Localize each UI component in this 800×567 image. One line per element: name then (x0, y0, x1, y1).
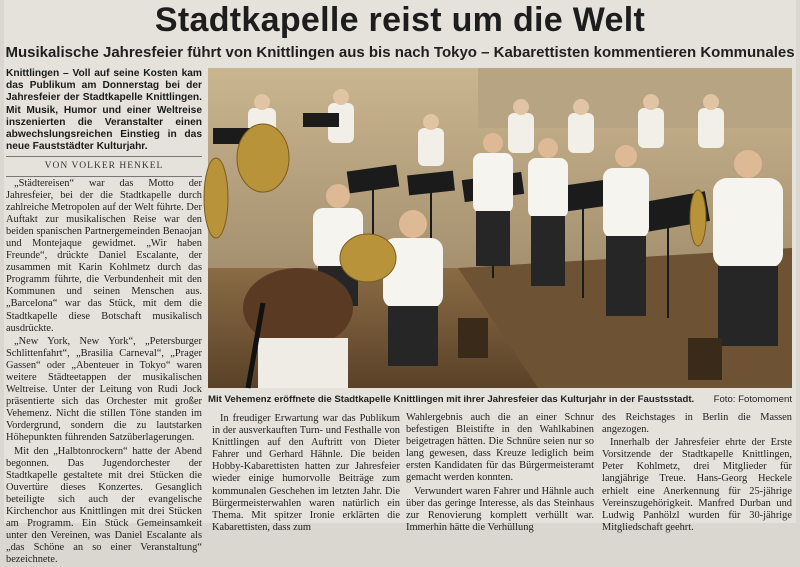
body-paragraph: Verwundert waren Fahrer und Hähnle auch über das geringe Interesse, als das Steinhaus zur Renovierung komplett verhüllt war. Immerhin hätte die Verhüllung (406, 485, 594, 533)
subheadline: Musikalische Jahresfeier führt von Knittlingen aus bis nach Tokyo – Kabarettisten kommentieren Kommunales (5, 44, 795, 61)
byline: VON VOLKER HENKEL (6, 156, 202, 176)
body-paragraph: In freudiger Erwartung war das Publikum in der ausverkauften Turn- und Festhalle von Knittlingen auf den Auftritt von Dieter Fahrer und Gerhard Hähnle. Die beiden Hobby-Kabarettisten hatten zur Jahresfeier wieder einige humorvolle Beiträge zum kommunalen Geschehen im letzten Jahr. Die Bürgermeisterwahlen waren natürlich ein Thema. Mit spitzer Ironie erklärten die Kabarettisten, dass zum (212, 413, 400, 533)
photo-caption (208, 392, 792, 408)
newspaper-page (4, 0, 796, 566)
photo-credit: Foto: Fotomoment (713, 394, 792, 405)
lower-column-1 (212, 412, 400, 534)
body-paragraph: des Reichstages in Berlin die Massen angezogen. (602, 412, 792, 436)
body-paragraph: „New York, New York“, „Petersburger Schlittenfahrt“, „Brasilia Carneval“, „Prager Gassen“ oder „Abenteuer in Tokyo“ waren weitere Städteetappen der musikalischen Weltreise. Unter der Leitung von Rudi Jock präsentierte sich das Orchester mit großer Vehemenz. Nicht die stillen Töne standen im Vordergrund, sondern die zu lautstarken Höhepunkten führenden Satzüberlagerungen. (6, 335, 202, 444)
lower-column-3 (602, 412, 792, 534)
headline: Stadtkapelle reist um die Welt (154, 1, 646, 39)
orchestra-photo (208, 68, 792, 388)
body-paragraph: Mit den „Halbtonrockern“ hatte der Abend begonnen. Das Jugendorchester der Stadtkapelle gestaltete mit drei Stücken die Ouvertüre dieses Konzertes. Gesanglich beteiligte sich auch der evangelische Kirchenchor aus Knittlingen mit drei Stücken am Programm. Ein Stück Gemeinsamkeit unter den Vereinen, was Daniel Escalante als „das Schöne an so einer Veranstaltung“ bezeichnete. (6, 445, 202, 566)
body-paragraph: Wahlergebnis auch die an einer Schnur befestigen Bleistifte in den Wahlkabinen beigetragen hätten. Die Schnüre seien nur so lang gewesen, dass Kreuze lediglich beim ersten Kandidaten für das Bürgermeisteramt gemacht werden konnten. (406, 412, 594, 484)
body-paragraph: Innerhalb der Jahresfeier ehrte der Erste Vorsitzende der Stadtkapelle Knittlingen, Peter Kohlmetz, drei Mitglieder für langjährige Treue. Hans-Georg Heckele erhielt eine Anerkennung für 25-jährige Vereinszugehörigkeit. Manfred Durban und Ludwig Panhölzl wurden für 30-jährige Mitgliedschaft geehrt. (602, 437, 792, 533)
orchestra-photo-illustration (208, 68, 792, 388)
left-column (6, 68, 202, 567)
body-paragraph: „Städtereisen“ war das Motto der Jahresfeier, bei der die Stadtkapelle durch zahlreiche Metropolen auf der Welt führte. Der Auftakt zur musikalischen Reise war den beiden spanischen Partnergemeinden Benaojan und Montejaque gewidmet. „Wir haben Freunde“, drückte Daniel Escalante, der zusammen mit Karin Kohlmetz durch das Programm führte, die Verbundenheit mit den Kommunen und seinen Menschen aus. „Barcelona“ war das Stück, mit dem die Stadtkapelle diese Botschaft musikalisch ausdrückte. (6, 177, 202, 334)
caption-text: Mit Vehemenz eröffnete die Stadtkapelle Knittlingen mit ihrer Jahresfeier das Kulturjahr in der Faustsstadt. (208, 394, 695, 405)
lower-column-2 (406, 412, 594, 534)
lead-paragraph: Knittlingen – Voll auf seine Kosten kam das Publikum am Donnerstag bei der Jahresfeier der Stadtkapelle Knittlingen. Mit Musik, Humor und einer Weltreise inszenierten die Veranstalter einen abwechslungsreichen Einstieg in das neue Fauststädter Kulturjahr. (6, 68, 202, 153)
